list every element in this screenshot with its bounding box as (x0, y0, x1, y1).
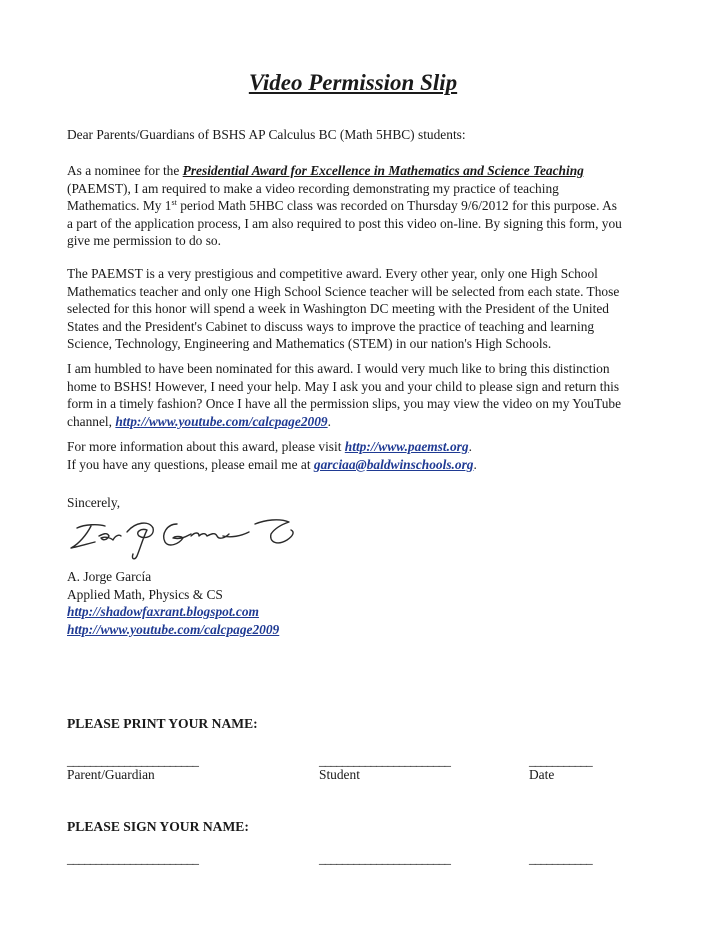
paragraph-line: a part of the application process, I am also required to post this video on-line. By signing this form, you (67, 215, 622, 231)
signer-block (67, 568, 667, 638)
signer-youtube-line (67, 621, 667, 639)
paragraph-line: form in a timely fashion? Once I have all the permission slips, you may view the video on my YouTube (67, 396, 622, 412)
parent-guardian-label: Parent/Guardian (67, 767, 155, 782)
award-name: Presidential Award for Excellence in Mathematics and Science Teaching (182, 163, 584, 178)
paragraph-line: give me permission to do so. (67, 233, 221, 249)
signer-role: Applied Math, Physics & CS (67, 586, 223, 602)
paragraph-line (67, 197, 667, 215)
student-label: Student (319, 767, 360, 782)
paragraph-award-description (67, 265, 667, 353)
text-fragment: . (327, 413, 331, 429)
paragraph-line: The PAEMST is a very prestigious and competitive award. Every other year, only one High School (67, 266, 598, 281)
youtube-channel-link[interactable]: http://www.youtube.com/calcpage2009 (115, 413, 328, 429)
blog-link[interactable]: http://shadowfaxrant.blogspot.com (67, 604, 259, 620)
paragraph-line: States and the President's Cabinet to discuss ways to improve the practice of teaching and learning (67, 318, 595, 334)
paragraph-line: Science, Technology, Engineering and Mathematics (STEM) in our nation's High Schools. (67, 336, 552, 352)
text-fragment: period Math 5HBC class was recorded on Thursday 9/6/2012 for this purpose. As (176, 198, 617, 214)
paragraph-line (67, 438, 667, 456)
text-fragment: For more information about this award, please visit (67, 439, 345, 454)
closing: Sincerely, (67, 495, 121, 510)
paragraph-line: I am humbled to have been nominated for this award. I would very much like to bring this distinction (67, 361, 610, 376)
text-fragment: . (468, 439, 472, 454)
paragraph-line: (PAEMST), I am required to make a video recording demonstrating my practice of teaching (67, 180, 559, 196)
parent-print-blank[interactable]: _______________________ (67, 753, 198, 768)
print-name-heading: PLEASE PRINT YOUR NAME: (67, 716, 258, 731)
paragraph-line (67, 456, 667, 474)
paragraph-line (67, 162, 667, 180)
paragraph-line: home to BSHS! However, I need your help. May I ask you and your child to please sign and return this (67, 378, 620, 394)
paragraph-line: Mathematics teacher and only one High School Science teacher will be selected from each state. Those (67, 283, 620, 299)
paragraph-request (67, 360, 667, 430)
paragraph-contact (67, 438, 667, 473)
date-blank[interactable]: ___________ (529, 753, 592, 768)
email-link[interactable]: garciaa@baldwinschools.org (313, 456, 474, 472)
date-label: Date (529, 767, 555, 782)
paragraph-line: selected for this honor will spend a week in Washington DC meeting with the President of the United (67, 301, 610, 317)
paragraph-nomination (67, 162, 667, 250)
parent-sign-blank[interactable]: _______________________ (67, 851, 198, 866)
document-title: Video Permission Slip (248, 70, 458, 95)
signer-youtube-link[interactable]: http://www.youtube.com/calcpage2009 (67, 621, 280, 637)
text-fragment: channel, (67, 413, 116, 429)
handwritten-signature (65, 514, 315, 564)
text-fragment: If you have any questions, please email me at (67, 456, 314, 472)
text-fragment: As a nominee for the (67, 163, 183, 178)
greeting: Dear Parents/Guardians of BSHS AP Calculus BC (Math 5HBC) students: (67, 127, 466, 142)
paemst-link[interactable]: http://www.paemst.org (344, 439, 469, 454)
signer-blog-line (67, 603, 667, 621)
text-fragment: . (473, 456, 477, 472)
student-print-blank[interactable]: _______________________ (319, 753, 450, 768)
sign-name-heading: PLEASE SIGN YOUR NAME: (67, 819, 249, 834)
paragraph-line (67, 413, 667, 431)
ordinal-suffix: st (171, 198, 177, 208)
sign-date-blank[interactable]: ___________ (529, 851, 592, 866)
student-sign-blank[interactable]: _______________________ (319, 851, 450, 866)
signer-name: A. Jorge García (67, 569, 152, 584)
text-fragment: Mathematics. My 1 (67, 198, 172, 214)
